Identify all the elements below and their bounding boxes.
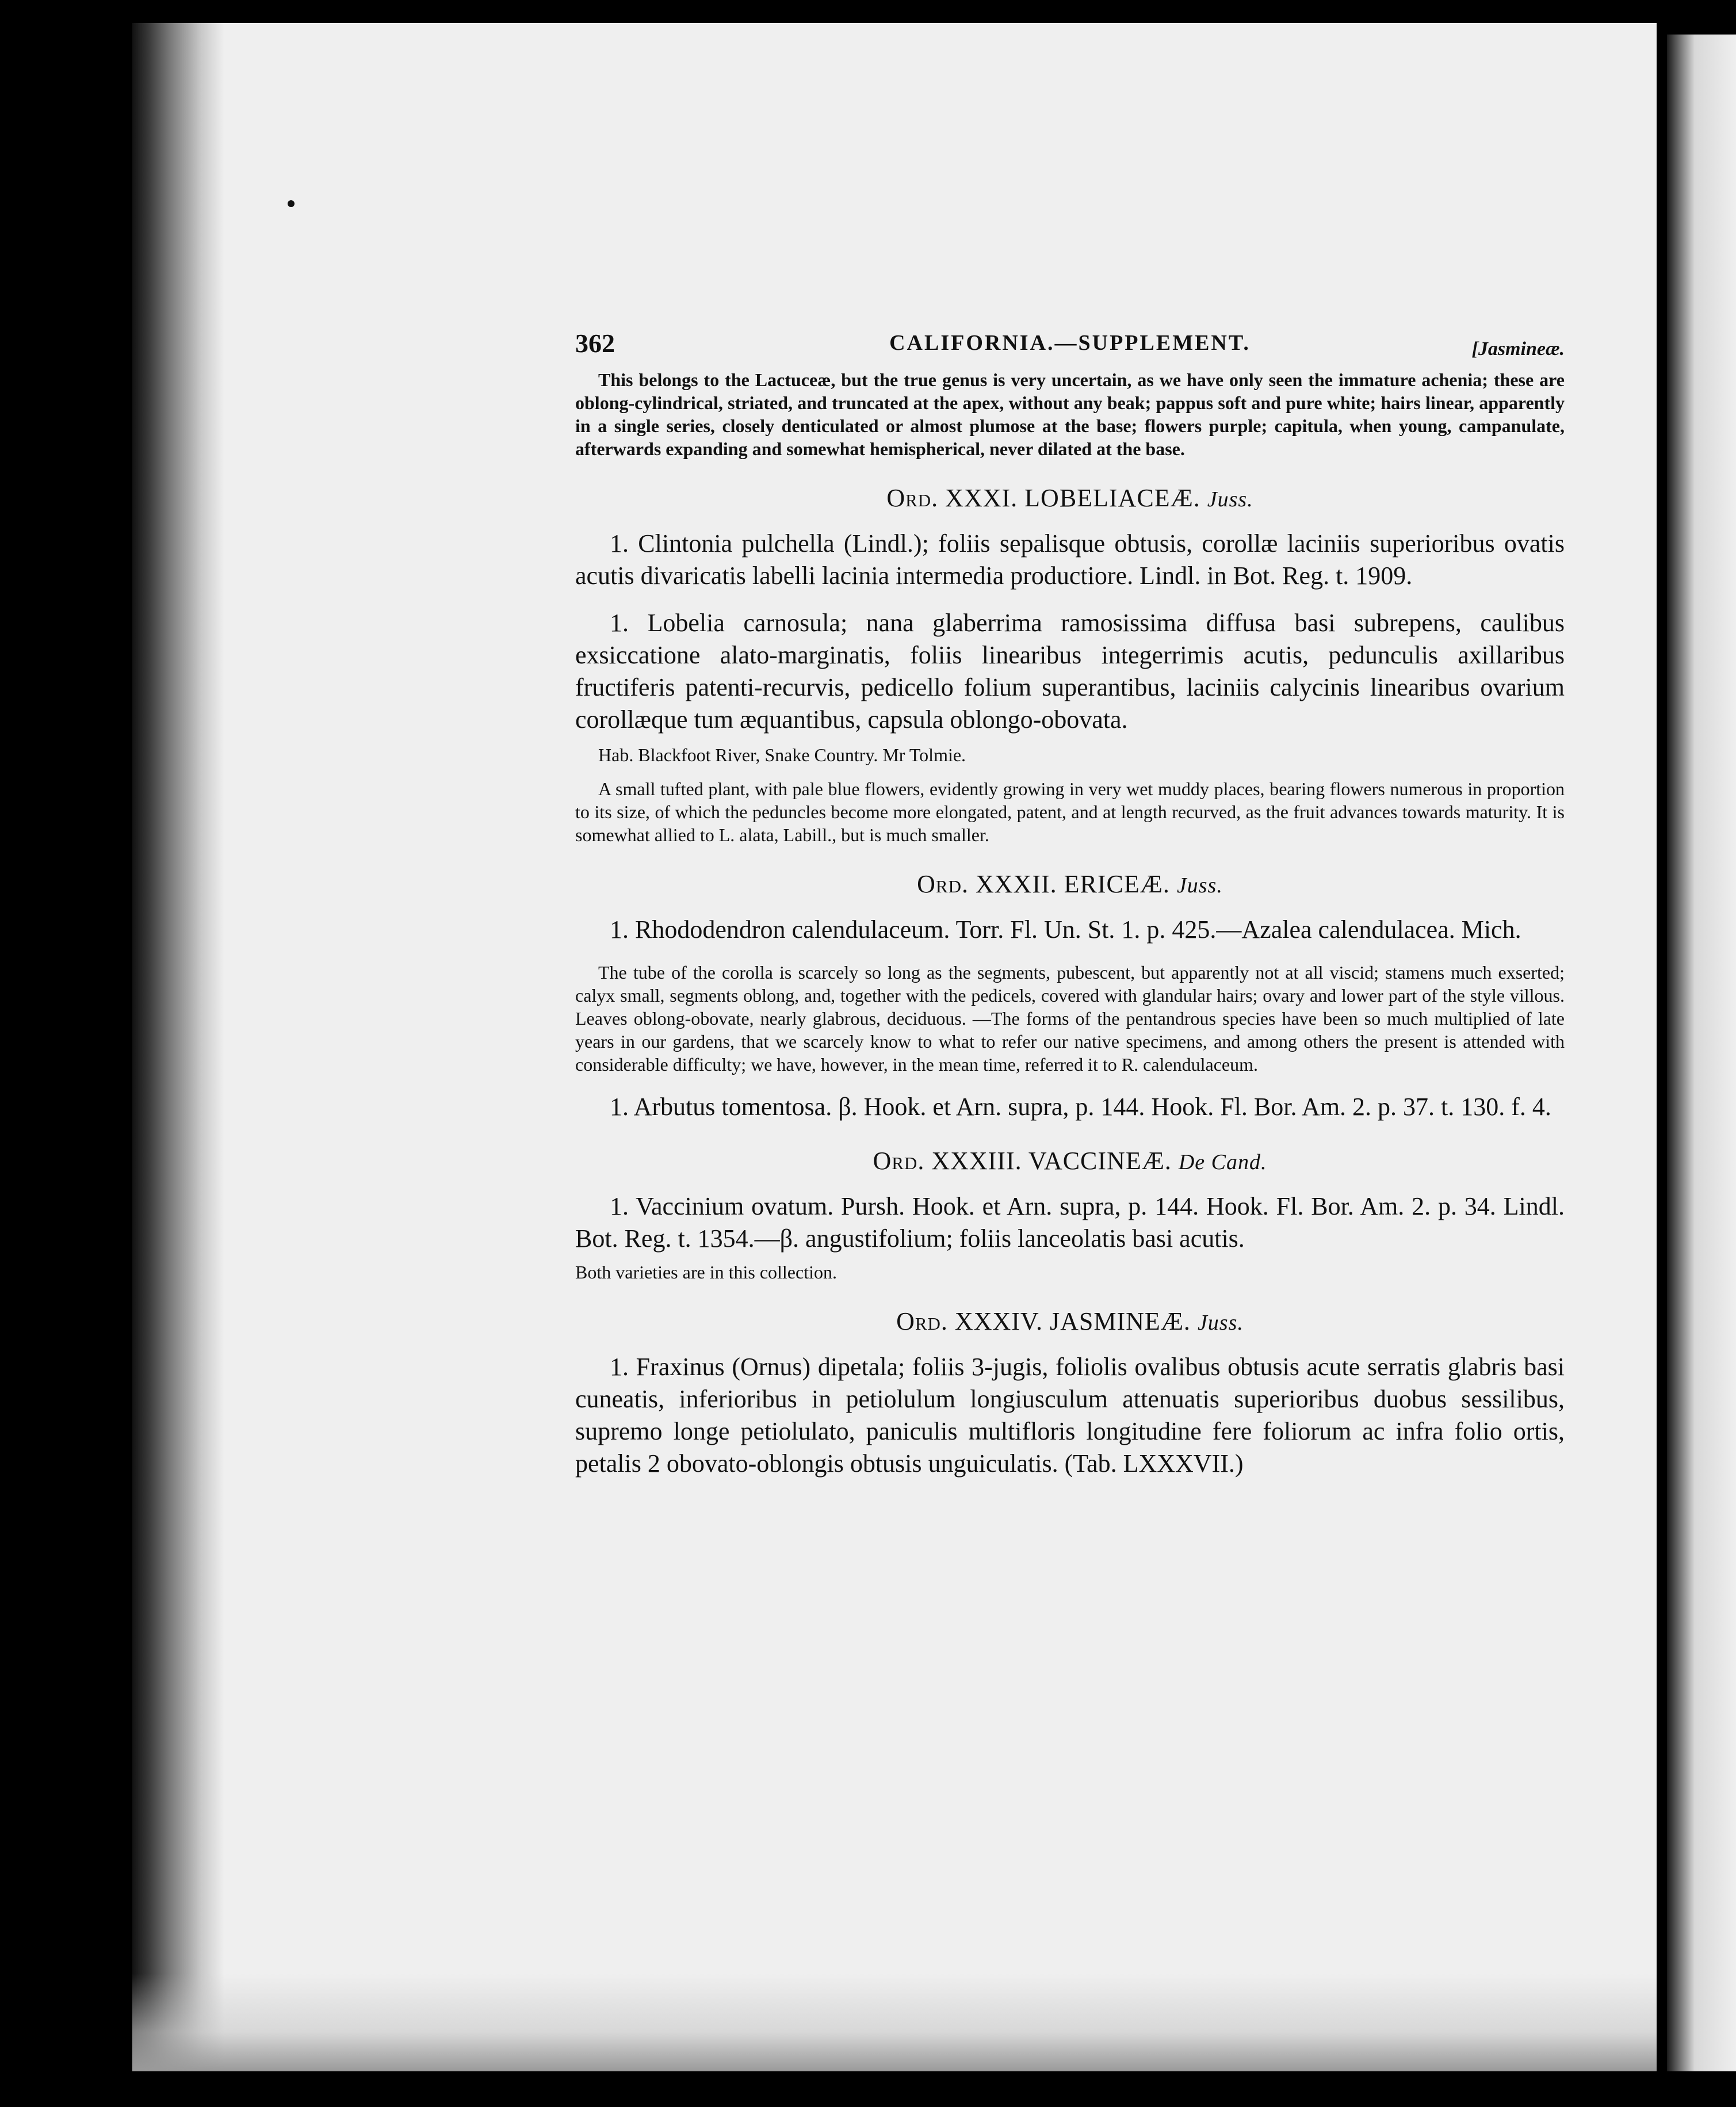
intro-paragraph: This belongs to the Lactuceæ, but the true genus is very uncertain, as we have only seen the immature achenia; these are oblong-cylindrical, striated, and truncated at the apex, without any beak; pappus soft and pure white; hairs linear, apparently in a single series, closely denticulated or almost plumose at the base; flowers purple; capitula, when young, campanulate, afterwards expanding and somewhat hemispherical, never dilated at the base. bbox=[575, 369, 1565, 459]
fraxinus-entry: 1. Fraxinus (Ornus) dipetala; foliis 3-jugis, foliolis ovalibus obtusis acute serratis glabris basi cuneatis, inferioribus in petiolulum longiusculum attenuatis superioribus duobus sessilibus, supremo longe petiolulato, paniculis multifloris longitudine fere foliorum ac infra folio ortis, petalis 2 obovato-oblongis obtusis unguiculatis. (Tab. LXXXVII.) bbox=[575, 1353, 1565, 1478]
lobelia-description: A small tufted plant, with pale blue flowers, evidently growing in very wet muddy places, bearing flowers numerous in proportion to its size, of which the peduncles become more elongated, patent, and at length recurved, as the fruit advances towards maturity. It is somewhat allied to L. alata, Labill., but is much smaller. bbox=[575, 778, 1565, 845]
order-heading-vaccineae: Ord. XXXIII. VACCINEÆ. De Cand. bbox=[873, 1147, 1267, 1175]
vaccinium-entry: 1. Vaccinium ovatum. Pursh. Hook. et Arn. supra, p. 144. Hook. Fl. Bor. Am. 2. p. 34. Lindl. Bot. Reg. t. 1354.—β. angustifolium; foliis lanceolatis basi acutis. bbox=[575, 1192, 1565, 1253]
order-heading-ericeae: Ord. XXXII. ERICEÆ. Juss. bbox=[917, 870, 1223, 898]
habitat-note: Hab. Blackfoot River, Snake Country. Mr Tolmie. bbox=[598, 745, 966, 765]
order-heading-lobeliaceae: Ord. XXXI. LOBELIACEÆ. Juss. bbox=[886, 484, 1253, 512]
section-marker: [Jasmineæ. bbox=[1471, 338, 1565, 360]
rhododendron-entry: 1. Rhododendron calendulaceum. Torr. Fl. Un. St. 1. p. 425.—Azalea calendulacea. Mich. bbox=[610, 915, 1521, 944]
clintonia-entry: 1. Clintonia pulchella (Lindl.); foliis sepalisque obtusis, corollæ laciniis superioribus ovatis acutis divaricatis labelli lacinia intermedia productiore. Lindl. in Bot. Reg. t. 1909. bbox=[575, 529, 1565, 590]
vaccinium-note: Both varieties are in this collection. bbox=[575, 1262, 837, 1282]
arbutus-entry: 1. Arbutus tomentosa. β. Hook. et Arn. supra, p. 144. Hook. Fl. Bor. Am. 2. p. 37. t. 130. f. 4. bbox=[610, 1093, 1551, 1121]
running-title: CALIFORNIA.—SUPPLEMENT. bbox=[889, 331, 1251, 355]
page-gutter-shadow bbox=[132, 23, 224, 2071]
page-number: 362 bbox=[575, 329, 615, 358]
ink-speck bbox=[288, 200, 295, 207]
page-bottom-shadow bbox=[132, 1974, 1657, 2071]
facing-page-edge bbox=[1667, 35, 1736, 2071]
order-heading-jasmineae: Ord. XXXIV. JASMINEÆ. Juss. bbox=[896, 1307, 1244, 1335]
running-head bbox=[575, 328, 1565, 368]
rhododendron-description: The tube of the corolla is scarcely so long as the segments, pubescent, but apparently not at all viscid; stamens much exserted; calyx small, segments oblong, and, together with the pedicels, covered with glandular hairs; ovary and lower part of the style villous. Leaves oblong-obovate, nearly glabrous, deciduous. —The forms of the pentandrous species have been so much multiplied of late years in our gardens, that we scarcely know to what to refer our native specimens, and among others the present is attended with considerable difficulty; we have, however, in the mean time, referred it to R. calendulaceum. bbox=[575, 962, 1565, 1075]
page-content bbox=[575, 328, 1565, 1480]
lobelia-entry: 1. Lobelia carnosula; nana glaberrima ramosissima diffusa basi subrepens, caulibus exsiccatione alato-marginatis, foliis linearibus integerrimis acutis, pedunculis axillaribus fructiferis patenti-recurvis, pedicello folium superantibus, laciniis calycinis linearibus ovarium corollæque tum æquantibus, capsula oblongo-obovata. bbox=[575, 609, 1565, 734]
